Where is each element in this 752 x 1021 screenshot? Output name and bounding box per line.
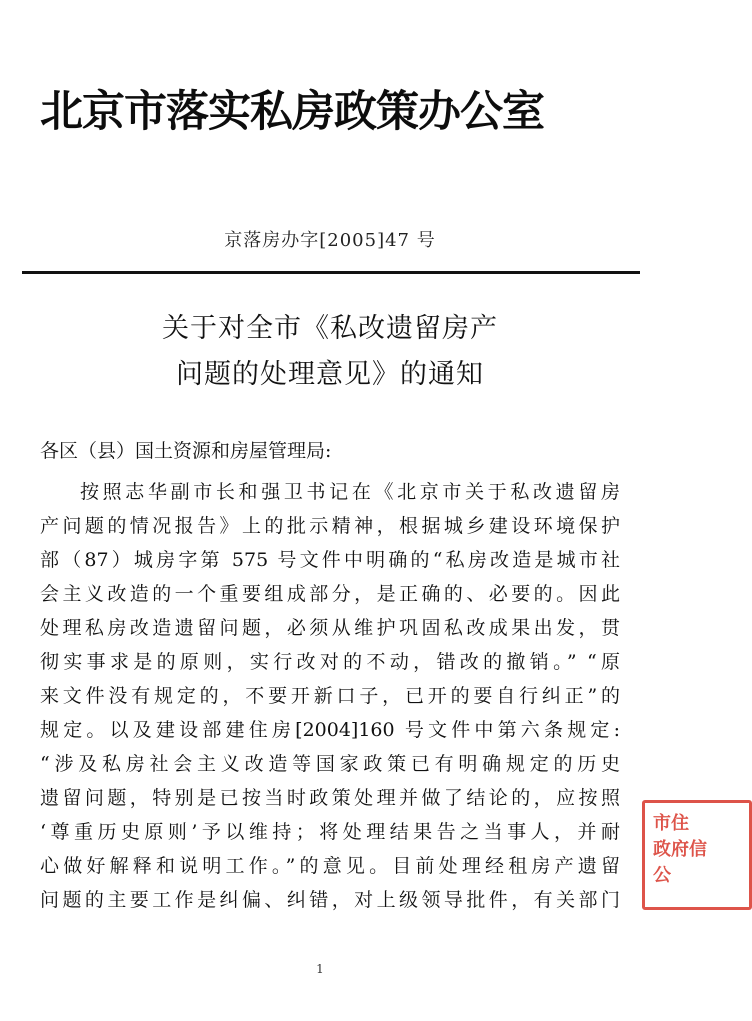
body-line: 部（87）城房字第 575 号文件中明确的“私房改造是城市社	[40, 549, 620, 571]
page-number: 1	[316, 962, 324, 976]
title-line-1: 关于对全市《私改遗留房产	[162, 313, 498, 344]
seal-text-line: 市住	[653, 813, 689, 834]
body-line: 问题的主要工作是纠偏、纠错，对上级领导批件，有关部门	[40, 889, 620, 911]
seal-text-line: 公	[653, 865, 671, 886]
body-line: 来文件没有规定的，不要开新口子，已开的要自行纠正”的	[40, 685, 620, 707]
official-seal-stamp	[642, 800, 752, 910]
body-line: 规定。以及建设部建住房[2004]160 号文件中第六条规定:	[40, 719, 620, 741]
title-line-2: 问题的处理意见》的通知	[176, 359, 484, 390]
body-line: 心做好解释和说明工作。”的意见。目前处理经租房产遗留	[40, 855, 620, 877]
body-line: ‘尊重历史原则’予以维持；将处理结果告之当事人，并耐	[40, 821, 620, 843]
body-line: 处理私房改造遗留问题，必须从维护巩固私改成果出发，贯	[40, 617, 620, 639]
issuer-heading: 北京市落实私房政策办公室	[40, 87, 544, 137]
header-divider	[22, 271, 640, 274]
salutation: 各区（县）国土资源和房屋管理局:	[40, 440, 332, 462]
body-text	[40, 475, 620, 917]
body-line: 按照志华副市长和强卫书记在《北京市关于私改遗留房	[80, 481, 620, 503]
body-line: “涉及私房社会主义改造等国家政策已有明确规定的历史	[40, 753, 620, 775]
body-line: 彻实事求是的原则，实行改对的不动，错改的撤销。” “原	[40, 651, 620, 673]
seal-text-line: 政府信	[653, 839, 707, 860]
document-number: 京落房办字[2005]47 号	[224, 230, 436, 251]
body-line: 遗留问题，特别是已按当时政策处理并做了结论的，应按照	[40, 787, 620, 809]
body-line: 会主义改造的一个重要组成部分，是正确的、必要的。因此	[40, 583, 620, 605]
document-title	[0, 306, 660, 398]
body-line: 产问题的情况报告》上的批示精神，根据城乡建设环境保护	[40, 515, 620, 537]
